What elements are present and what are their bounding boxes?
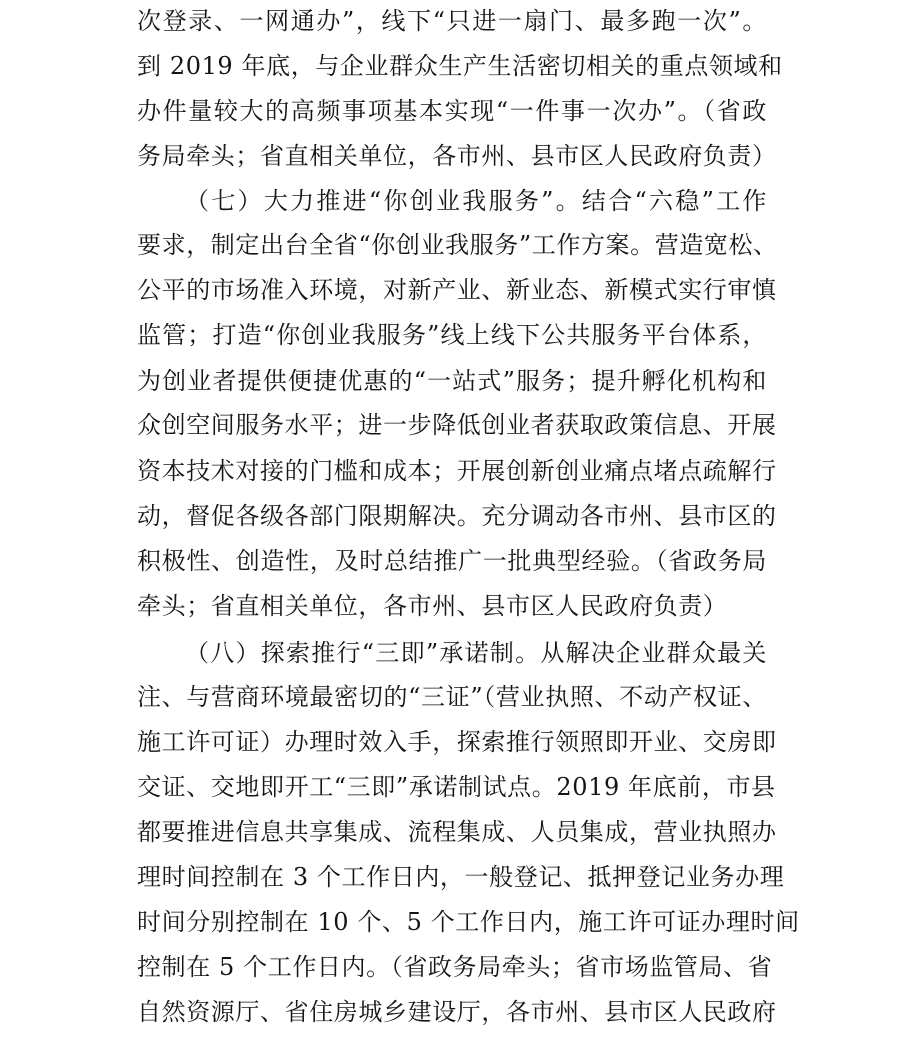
paragraph-line: 控制在 5 个工作日内。（省政务局牵头；省市场监管局、省: [137, 953, 773, 981]
paragraph-line: 要求，制定出台全省“你创业我服务”工作方案。营造宽松、: [137, 231, 778, 259]
paragraph-line: 交证、交地即开工“三即”承诺制试点。2019 年底前，市县: [137, 773, 776, 801]
paragraph-line: 到 2019 年底，与企业群众生产生活密切相关的重点领域和: [137, 52, 783, 80]
section-heading-line: （七）大力推进“你创业我服务”。结合“六稳”工作: [185, 187, 767, 215]
paragraph-line: 施工许可证）办理时效入手，探索推行领照即开业、交房即: [137, 728, 777, 756]
paragraph-line: 众创空间服务水平；进一步降低创业者获取政策信息、开展: [137, 411, 777, 439]
paragraph-line: 次登录、一网通办”，线下“只进一扇门、最多跑一次”。: [137, 7, 767, 35]
paragraph-line: 时间分别控制在 10 个、5 个工作日内，施工许可证办理时间: [137, 908, 800, 936]
paragraph-line: 注、与营商环境最密切的“三证”（营业执照、不动产权证、: [137, 683, 767, 711]
paragraph-line: 公平的市场准入环境，对新产业、新业态、新模式实行审慎: [137, 276, 777, 304]
paragraph-line: 办件量较大的高频事项基本实现“一件事一次办”。（省政: [137, 97, 767, 125]
paragraph-line: 监管；打造“你创业我服务”线上线下公共服务平台体系，: [137, 321, 767, 349]
section-heading-line: （八）探索推行“三即”承诺制。从解决企业群众最关: [185, 639, 767, 667]
paragraph-line: 务局牵头；省直相关单位，各市州、县市区人民政府负责）: [137, 142, 777, 170]
paragraph-line: 资本技术对接的门槛和成本；开展创新创业痛点堵点疏解行: [137, 457, 777, 485]
paragraph-line: 自然资源厅、省住房城乡建设厅，各市州、县市区人民政府: [137, 998, 777, 1026]
paragraph-line: 都要推进信息共享集成、流程集成、人员集成，营业执照办: [137, 818, 777, 846]
paragraph-line: 动，督促各级各部门限期解决。充分调动各市州、县市区的: [137, 502, 777, 530]
paragraph-line: 牵头；省直相关单位，各市州、县市区人民政府负责）: [137, 592, 728, 620]
paragraph-line: 积极性、创造性，及时总结推广一批典型经验。（省政务局: [137, 547, 767, 575]
paragraph-line: 为创业者提供便捷优惠的“一站式”服务；提升孵化机构和: [137, 367, 767, 395]
paragraph-line: 理时间控制在 3 个工作日内，一般登记、抵押登记业务办理: [137, 863, 785, 891]
